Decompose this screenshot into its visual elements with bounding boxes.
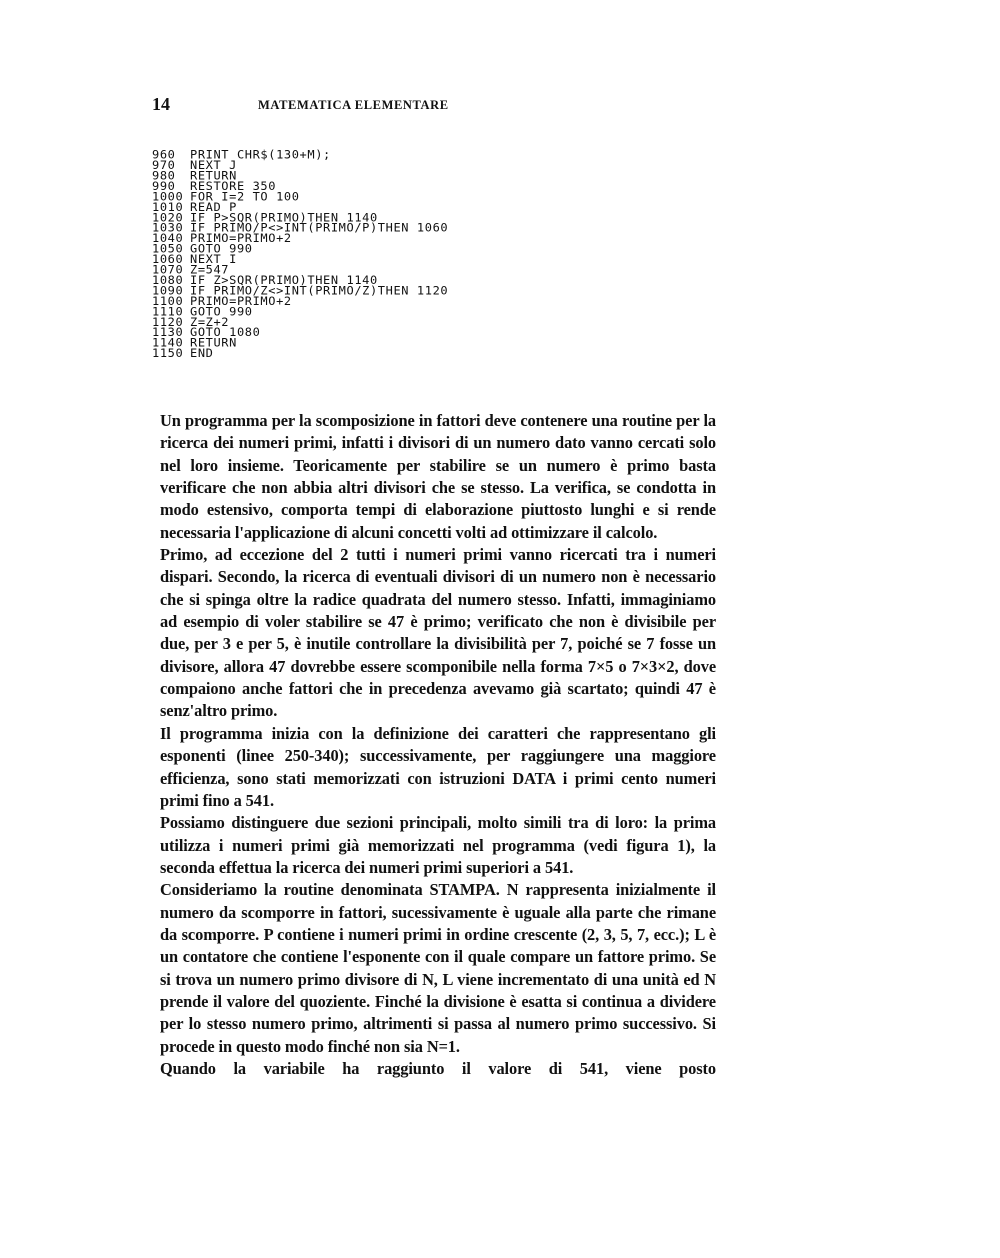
code-statement: RESTORE 350: [190, 179, 277, 193]
code-line-number: 1120: [152, 315, 184, 329]
code-line-number: 980: [152, 169, 176, 183]
code-statement: END: [190, 346, 214, 360]
code-statement: IF Z>SQR(PRIMO)THEN 1140: [190, 273, 378, 287]
running-title: MATEMATICA ELEMENTARE: [258, 98, 449, 112]
code-line-number: 1070: [152, 263, 184, 277]
code-statement: PRIMO=PRIMO+2: [190, 231, 292, 245]
code-line-number: 1150: [152, 346, 184, 360]
code-line-number: 960: [152, 148, 176, 162]
code-statement: NEXT I: [190, 252, 237, 266]
code-line-number: 1010: [152, 200, 184, 214]
code-line-number: 990: [152, 179, 176, 193]
paragraph: Quando la variabile ha raggiunto il valore di 541, viene posto: [160, 1058, 716, 1078]
body-text: [160, 410, 716, 1080]
code-statement: Z=Z+2: [190, 315, 230, 329]
code-line-number: 1110: [152, 304, 184, 319]
code-statement: RETURN: [190, 336, 237, 350]
code-line-number: 1060: [152, 252, 184, 266]
code-line-number: 1000: [152, 189, 184, 204]
code-statement: RETURN: [190, 169, 237, 183]
code-line-number: 1020: [152, 210, 184, 225]
code-statement: GOTO 1080: [190, 325, 261, 340]
code-line-number: 1040: [152, 231, 184, 245]
code-statement: GOTO 990: [190, 242, 253, 256]
page-header: [152, 94, 712, 118]
paragraph: Possiamo distinguere due sezioni principali, molto simili tra di loro: la prima utilizza i numeri primi già memorizzati nel programma (vedi figura 1), la seconda effettua la ricerca dei numeri primi superiori a 541.: [160, 813, 716, 877]
code-statement: IF PRIMO/P<>INT(PRIMO/P)THEN 1060: [190, 221, 449, 235]
code-line-number: 1100: [152, 294, 184, 308]
code-statement: IF P>SQR(PRIMO)THEN 1140: [190, 210, 378, 225]
code-statement: PRINT CHR$(130+M);: [190, 148, 331, 162]
code-line-number: 970: [152, 158, 176, 172]
paragraph: Il programma inizia con la definizione dei caratteri che rappresentano gli esponenti (linee 250-340); successivamente, per raggiungere una maggiore efficienza, sono stati memorizzati con istruzioni DATA i primi cento numeri primi fino a 541.: [160, 723, 716, 810]
code-line: [152, 346, 572, 360]
code-statement: IF PRIMO/Z<>INT(PRIMO/Z)THEN 1120: [190, 283, 449, 298]
code-statement: GOTO 990: [190, 304, 253, 319]
code-statement: NEXT J: [190, 158, 237, 172]
paragraph: Consideriamo la routine denominata STAMPA. N rappresenta inizialmente il numero da scomporre in fattori, sucessivamente è uguale alla parte che rimane da scomporre. P contiene i numeri primi in ordine crescente (2, 3, 5, 7, ecc.); L è un contatore che contiene l'esponente con il quale compare un fattore primo. Se si trova un numero primo divisore di N, L viene incrementato di una unità ed N prende il valore del quoziente. Finché la divisione è esatta si continua a dividere per lo stesso numero primo, altrimenti si passa al numero primo successivo. Si procede in questo modo finché non sia N=1.: [160, 880, 716, 1056]
code-line-number: 1080: [152, 273, 184, 287]
code-line-number: 1050: [152, 242, 184, 256]
code-statement: Z=547: [190, 263, 230, 277]
code-line-number: 1030: [152, 221, 184, 235]
code-statement: PRIMO=PRIMO+2: [190, 294, 292, 308]
code-line-number: 1090: [152, 283, 184, 298]
code-statement: READ P: [190, 200, 237, 214]
code-line-number: 1140: [152, 336, 184, 350]
code-line-number: 1130: [152, 325, 184, 340]
code-statement: FOR I=2 TO 100: [190, 189, 300, 204]
paragraph: Un programma per la scomposizione in fattori deve contenere una routine per la ricerca dei numeri primi, infatti i divisori di un numero dato vanno cercati solo nel loro insieme. Teoricamente per stabilire se un numero è primo basta verificare che non abbia altri divisori che se stesso. La verifica, se condotta in modo estensivo, comporta tempi di elaborazione piuttosto lunghi e si rende necessaria l'applicazione di alcuni concetti volti ad ottimizzare il calcolo.: [160, 411, 716, 542]
code-line: [152, 338, 572, 348]
paragraph: Primo, ad eccezione del 2 tutti i numeri primi vanno ricercati tra i numeri dispari. Secondo, la ricerca di eventuali divisori di un numero non è necessario che si spinga oltre la radice quadrata del numero stesso. Infatti, immaginiamo ad esempio di voler stabilire se 47 è primo; verificato che non è divisibile per due, per 3 e per 5, è inutile controllare la divisibilità per 7, poiché se 7 fosse un divisore, allora 47 dovrebbe essere scomponibile nella forma 7×5 o 7×3×2, dove compaiono anche fattori che in precedenza avevamo già scartato; quindi 47 è senz'altro primo.: [160, 545, 716, 721]
basic-code-listing: [152, 150, 572, 359]
page-number: 14: [152, 94, 170, 114]
